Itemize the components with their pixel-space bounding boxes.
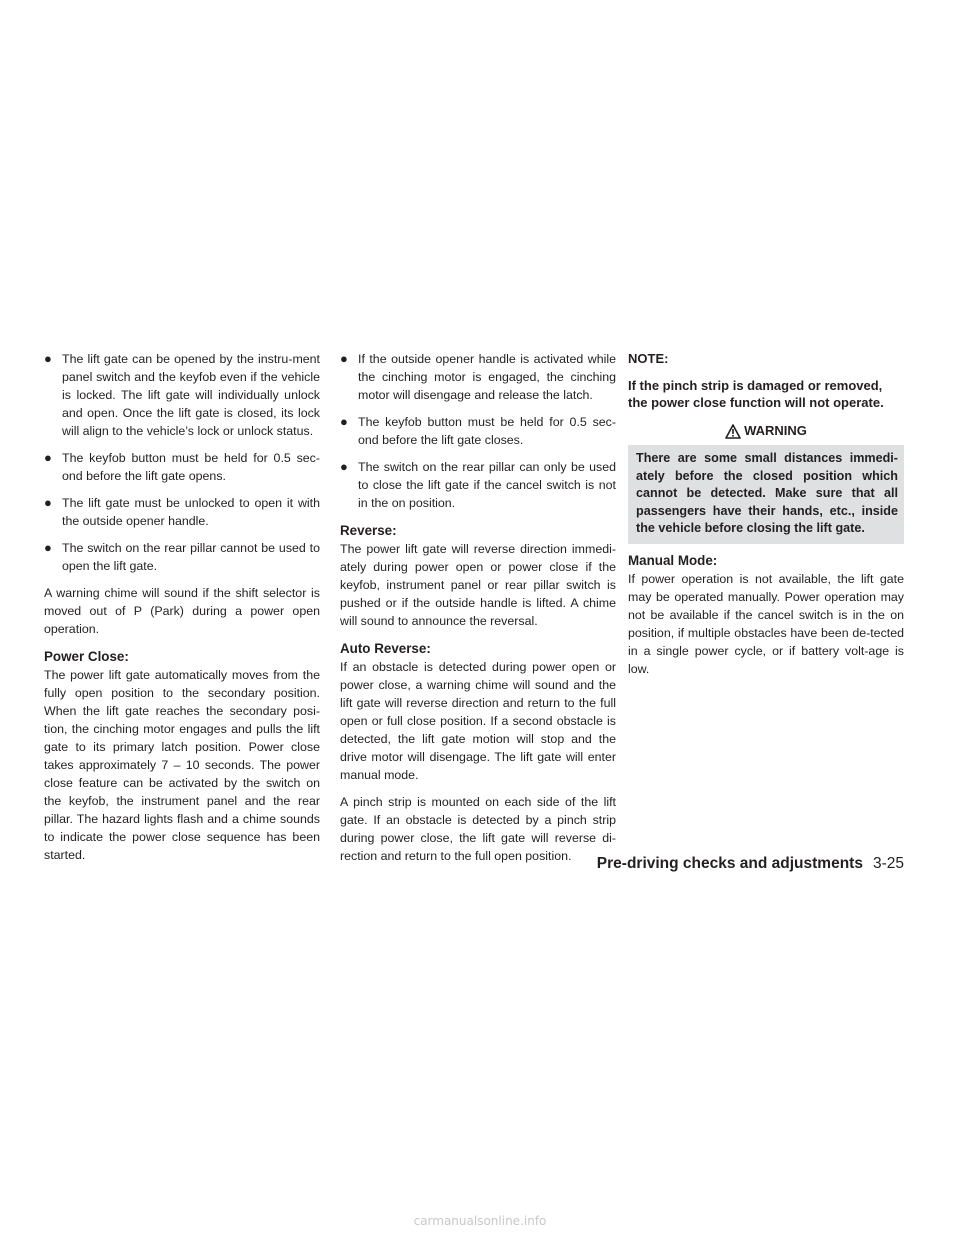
column-right (628, 350, 904, 687)
column-left (44, 350, 320, 873)
list-item: ● If the outside opener handle is activated while the cinching motor is engaged, the cinching motor will disengage and release the latch. (340, 351, 616, 402)
section-title: Pre-driving checks and adjustments (596, 855, 863, 872)
column-middle (340, 350, 616, 874)
auto-reverse-heading: Auto Reverse: (340, 641, 431, 656)
page-number: 3-25 (872, 855, 904, 872)
note-label: NOTE: (628, 351, 669, 366)
manual-mode-paragraph: If power operation is not available, the lift gate may be operated manually. Power operation may not be available if the cancel switch is in the on position, if multiple obstacles have been de-tected in a single power cycle, or if battery volt-age is low. (628, 571, 904, 676)
list-item: ● The switch on the rear pillar can only be used to close the lift gate if the cancel switch is not in the on position. (340, 459, 616, 510)
warning-triangle-icon (725, 424, 741, 439)
bullet-icon: ● (340, 351, 348, 366)
pinch-strip-paragraph: A pinch strip is mounted on each side of the lift gate. If an obstacle is detected by a pinch strip during power close, the lift gate will reverse di-rection and return to the full open position. (340, 795, 616, 863)
chime-paragraph: A warning chime will sound if the shift selector is moved out of P (Park) during a power open operation. (44, 586, 320, 636)
bullet-icon: ● (44, 450, 52, 465)
manual-mode-heading: Manual Mode: (628, 552, 718, 568)
bullet-list (340, 350, 616, 512)
list-item: ● The lift gate must be unlocked to open it with the outside opener handle. (44, 495, 320, 528)
warning-box: There are some small distances immedi-ately before the closed position which cannot be detected. Make sure that all passengers have their hands, etc., inside the vehicle before closing the lift gate. (628, 445, 904, 544)
power-close-heading: Power Close: (44, 649, 129, 664)
warning-label: WARNING (744, 423, 807, 438)
bullet-icon: ● (44, 540, 52, 555)
list-item: ● The keyfob button must be held for 0.5 sec-ond before the lift gate closes. (340, 414, 616, 447)
bullet-list (44, 350, 320, 575)
reverse-heading: Reverse: (340, 523, 397, 538)
watermark: carmanualsonline.info (413, 1214, 547, 1228)
bullet-icon: ● (340, 414, 348, 429)
list-item: ● The switch on the rear pillar cannot be used to open the lift gate. (44, 540, 320, 573)
bullet-icon: ● (44, 495, 52, 510)
list-item: ● The lift gate can be opened by the instru-ment panel switch and the keyfob even if the vehicle is locked. The lift gate will individually unlock and open. Once the lift gate is closed, its lock will align to the vehicle’s lock or unlock status. (44, 351, 320, 438)
reverse-paragraph: The power lift gate will reverse direction immedi-ately during power open or power close if the keyfob, instrument panel or rear pillar switch is pushed or if the outside handle is lifted. A chime will sound to announce the reversal. (340, 542, 616, 628)
bullet-icon: ● (340, 459, 348, 474)
auto-reverse-paragraph: If an obstacle is detected during power open or power close, a warning chime will sound and the lift gate will reverse direction and return to the full open or full close position. If a second obstacle is detected, the lift gate motion will stop and the drive motor will disengage. The lift gate will enter manual mode. (340, 660, 616, 782)
warning-header (628, 421, 904, 441)
list-item: ● The keyfob button must be held for 0.5 sec-ond before the lift gate opens. (44, 450, 320, 483)
bullet-icon: ● (44, 351, 52, 366)
note-text: If the pinch strip is damaged or removed, the power close function will not operate. (628, 378, 884, 410)
page-footer (597, 855, 904, 873)
power-close-paragraph: The power lift gate automatically moves from the fully open position to the secondary position. When the lift gate reaches the secondary posi-tion, the cinching motor engages and pulls the lift gate to its primary latch position. Power close takes approximately 7 – 10 seconds. The power close feature can be activated by the switch on the keyfob, the instrument panel and the rear pillar. The hazard lights flash and a chime sounds to indicate the power close sequence has been started. (44, 668, 320, 862)
